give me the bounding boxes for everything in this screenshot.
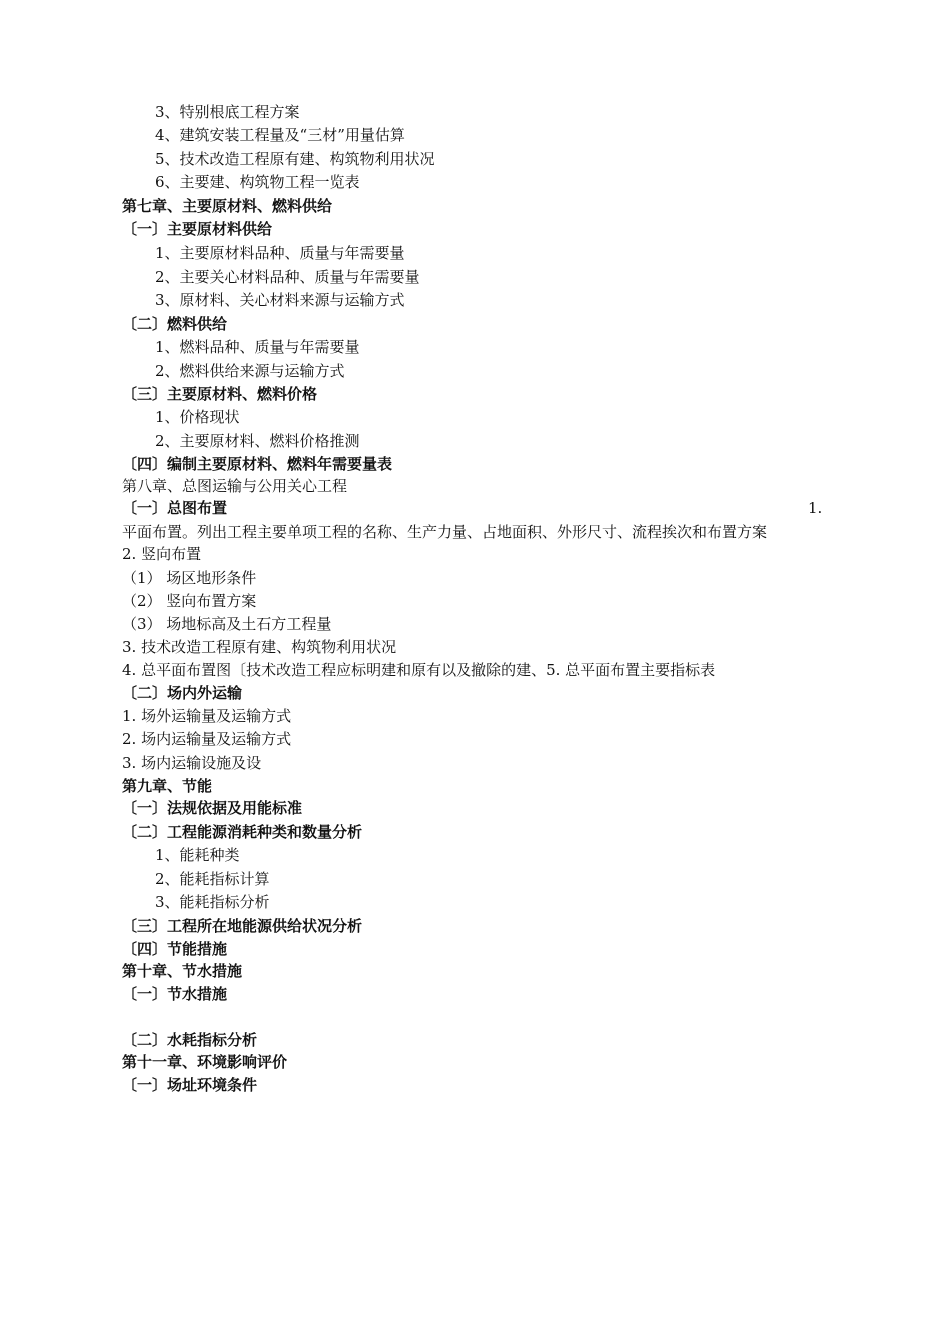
list-item: 2. 场内运输量及运输方式 bbox=[122, 730, 292, 748]
section-heading: 〔一〕场址环境条件 bbox=[122, 1076, 258, 1094]
list-item: 2、燃料供给来源与运输方式 bbox=[155, 362, 345, 380]
list-item: （2） 竖向布置方案 bbox=[122, 592, 257, 610]
list-item: （3） 场地标高及土石方工程量 bbox=[122, 615, 332, 633]
list-item: 2、主要原材料、燃料价格推测 bbox=[155, 432, 360, 450]
section-heading: 〔二〕水耗指标分析 bbox=[122, 1031, 258, 1049]
list-item: 1. 场外运输量及运输方式 bbox=[122, 707, 292, 725]
list-number: 1. bbox=[808, 499, 823, 517]
list-item: 3、能耗指标分析 bbox=[155, 893, 270, 911]
paragraph: 平面布置。列出工程主要单项工程的名称、生产力量、占地面积、外形尺寸、流程挨次和布置方案 bbox=[122, 523, 768, 541]
list-item: 4. 总平面布置图〔技术改造工程应标明建和原有以及撤除的建、5. 总平面布置主要指标表 bbox=[122, 661, 716, 679]
section-heading: 〔一〕主要原材料供给 bbox=[122, 220, 273, 238]
section-heading: 〔三〕工程所在地能源供给状况分析 bbox=[122, 917, 363, 935]
list-item: 1、能耗种类 bbox=[155, 846, 240, 864]
list-item: 1、燃料品种、质量与年需要量 bbox=[155, 338, 360, 356]
list-item: 2、能耗指标计算 bbox=[155, 870, 270, 888]
list-item: 5、技术改造工程原有建、构筑物利用状况 bbox=[155, 150, 435, 168]
list-item: 2、主要关心材料品种、质量与年需要量 bbox=[155, 268, 420, 286]
list-item: 3、原材料、关心材料来源与运输方式 bbox=[155, 291, 405, 309]
section-heading: 〔四〕节能措施 bbox=[122, 940, 228, 958]
list-item: 3、特别根底工程方案 bbox=[155, 103, 300, 121]
section-heading: 〔一〕法规依据及用能标准 bbox=[122, 799, 303, 817]
list-item: 2. 竖向布置 bbox=[122, 545, 202, 563]
section-heading: 〔二〕场内外运输 bbox=[122, 684, 243, 702]
chapter-heading: 第十章、节水措施 bbox=[122, 962, 243, 980]
section-heading: 〔三〕主要原材料、燃料价格 bbox=[122, 385, 318, 403]
list-item: 6、主要建、构筑物工程一览表 bbox=[155, 173, 360, 191]
section-heading: 〔四〕编制主要原材料、燃料年需要量表 bbox=[122, 455, 393, 473]
section-heading: 〔一〕节水措施 bbox=[122, 985, 228, 1003]
chapter-heading: 第七章、主要原材料、燃料供给 bbox=[122, 197, 333, 215]
list-item: （1） 场区地形条件 bbox=[122, 569, 257, 587]
section-heading: 〔二〕工程能源消耗种类和数量分析 bbox=[122, 823, 363, 841]
list-item: 1、价格现状 bbox=[155, 408, 240, 426]
list-item: 3. 技术改造工程原有建、构筑物利用状况 bbox=[122, 638, 397, 656]
chapter-heading: 第十一章、环境影响评价 bbox=[122, 1053, 288, 1071]
chapter-heading: 第八章、总图运输与公用关心工程 bbox=[122, 477, 348, 495]
chapter-heading: 第九章、节能 bbox=[122, 777, 213, 795]
section-heading: 〔二〕燃料供给 bbox=[122, 315, 228, 333]
list-item: 4、建筑安装工程量及“三材”用量估算 bbox=[155, 126, 405, 144]
list-item: 3. 场内运输设施及设 bbox=[122, 754, 262, 772]
list-item: 1、主要原材料品种、质量与年需要量 bbox=[155, 244, 405, 262]
section-heading: 〔一〕总图布置 bbox=[122, 499, 228, 517]
